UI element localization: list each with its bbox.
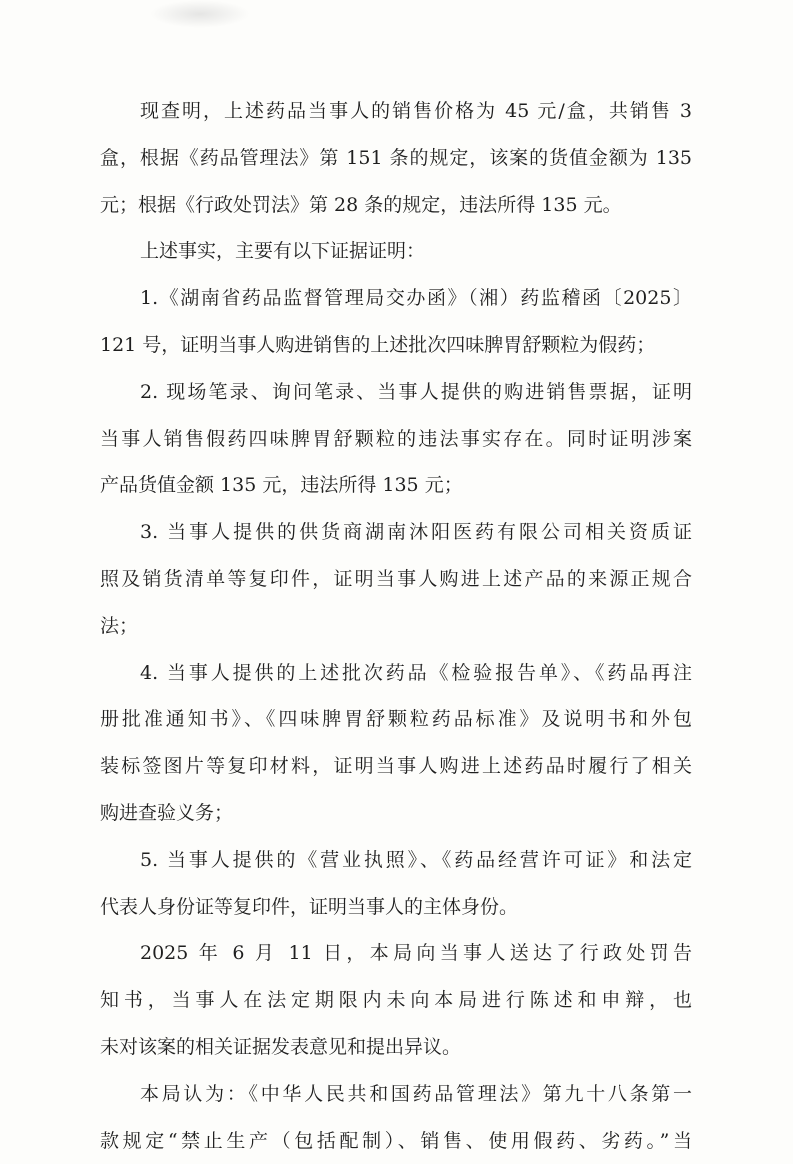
text-line: 上述事实，主要有以下证据证明： bbox=[140, 240, 426, 263]
text-line: 盒，根据《药品管理法》第 151 条的规定，该案的货值金额为 135 bbox=[100, 146, 692, 169]
text-line: 产品货值金额 135 元，违法所得 135 元； bbox=[100, 474, 463, 497]
text-line: 装标签图片等复印材料，证明当事人购进上述药品时履行了相关 bbox=[100, 755, 692, 778]
text-line: 3. 当事人提供的供货商湖南沐阳医药有限公司相关资质证 bbox=[140, 521, 692, 544]
text-line: 4. 当事人提供的上述批次药品《检验报告单》、《药品再注 bbox=[140, 661, 692, 684]
text-line: 购进查验义务； bbox=[100, 801, 234, 824]
text-line: 现查明，上述药品当事人的销售价格为 45 元/盒，共销售 3 bbox=[140, 100, 692, 122]
text-line: 册批准通知书》、《四味脾胃舒颗粒药品标准》及说明书和外包 bbox=[100, 708, 692, 731]
text-line: 未对该案的相关证据发表意见和提出异议。 bbox=[100, 1035, 462, 1058]
scan-artifact bbox=[150, 0, 250, 28]
text-line: 5. 当事人提供的《营业执照》、《药品经营许可证》和法定 bbox=[140, 848, 692, 871]
text-line: 2. 现场笔录、询问笔录、当事人提供的购进销售票据，证明 bbox=[140, 380, 692, 403]
text-line: 1.《湖南省药品监督管理局交办函》（湘）药监稽函〔2025〕 bbox=[140, 287, 692, 310]
text-line: 当事人销售假药四味脾胃舒颗粒的违法事实存在。同时证明涉案 bbox=[100, 427, 692, 450]
text-line: 代表人身份证等复印件，证明当事人的主体身份。 bbox=[100, 895, 519, 918]
text-line: 知书，当事人在法定期限内未向本局进行陈述和申辩，也 bbox=[100, 989, 692, 1012]
text-line: 本局认为：《中华人民共和国药品管理法》第九十八条第一 bbox=[140, 1082, 692, 1105]
text-line: 款规定“禁止生产（包括配制）、销售、使用假药、劣药。”当 bbox=[100, 1129, 692, 1152]
text-line: 元；根据《行政处罚法》第 28 条的规定，违法所得 135 元。 bbox=[100, 193, 622, 216]
text-line: 2025 年 6 月 11 日，本局向当事人送达了行政处罚告 bbox=[140, 942, 692, 965]
text-line: 法； bbox=[100, 614, 139, 637]
document-body bbox=[100, 88, 692, 1164]
text-line: 照及销货清单等复印件，证明当事人购进上述产品的来源正规合 bbox=[100, 567, 692, 590]
text-line: 121 号，证明当事人购进销售的上述批次四味脾胃舒颗粒为假药； bbox=[100, 333, 656, 356]
